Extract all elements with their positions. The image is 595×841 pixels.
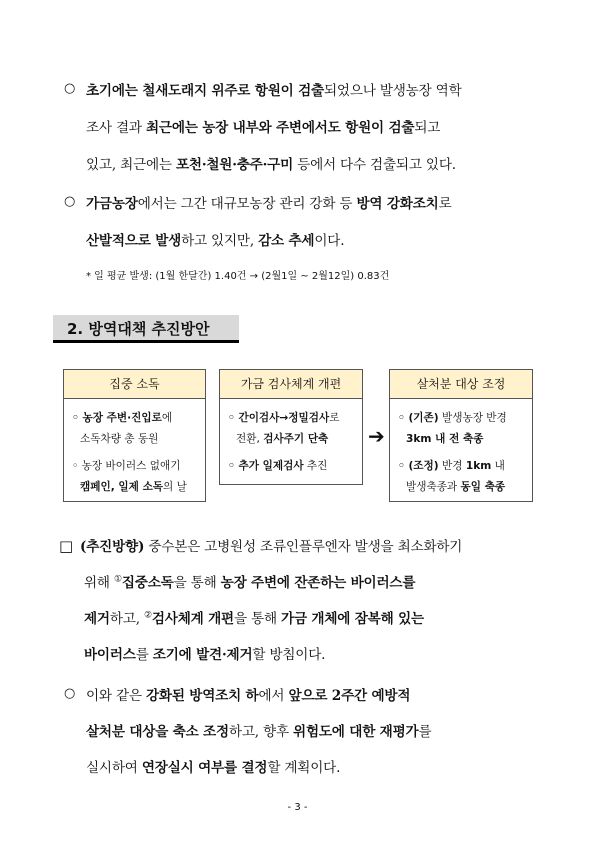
para2-bold: 산발적으로 발생 (86, 233, 182, 249)
para3-text: 을 통해 (233, 611, 282, 627)
box-text: 로 (329, 412, 340, 424)
box-bold: 1km (465, 460, 492, 472)
box-bold: 검사주기 단축 (263, 433, 329, 445)
box-culling-header: 살처분 대상 조정 (390, 370, 532, 399)
box-bold: ◦ (기존) (398, 412, 439, 424)
para3-text: 할 방침이다. (252, 647, 326, 663)
box-disinfection-item1 (72, 410, 172, 425)
box-bold: ◦ 추가 일제검사 (228, 460, 304, 472)
para4-bold: 연장실시 여부를 결정 (141, 760, 268, 776)
box-bold: ◦ 간이검사→정밀검사 (228, 412, 330, 424)
para1-line2 (86, 116, 440, 136)
section-title-text: 2. 방역대책 추진방안 (67, 320, 210, 338)
para1-line1 (86, 79, 462, 99)
box-disinfection (63, 369, 206, 502)
para3-bold: (추진방향) (80, 539, 145, 555)
circle-bullet-icon: ○ (64, 686, 76, 701)
box-culling-item2-cont (406, 479, 505, 494)
box-bold: ◦ (조정) (398, 460, 439, 472)
box-text: 내 (491, 460, 505, 472)
circle-bullet-icon: ○ (64, 194, 76, 209)
para4-text: 에서 (258, 688, 289, 704)
box-bold: 캠페인, 일제 소독 (80, 481, 164, 493)
box-bold: 동일 축종 (460, 481, 506, 493)
para4-line3 (86, 756, 340, 776)
para2-bold: 가금농장 (86, 196, 138, 212)
para4-text: 실시하여 (86, 760, 142, 776)
para4-bold: 강화된 방역조치 하 (145, 688, 259, 704)
box-text: 반경 (438, 460, 466, 472)
box-inspection-item1 (228, 410, 339, 425)
para3-line4 (84, 643, 325, 663)
box-text: 발생축종과 (406, 481, 461, 493)
para4-text: 이와 같은 (86, 688, 146, 704)
footnote: * 일 평균 발생: (1월 한달간) 1.40건 → (2월1일 ~ 2월12일) 0.83건 (86, 271, 390, 282)
para4-bold: 살처분 대상을 축소 조정 (86, 724, 229, 740)
box-disinfection-header: 집중 소독 (64, 370, 205, 399)
para3-text: 을 통해 (173, 575, 221, 591)
para4-text: 할 계획이다. (267, 760, 341, 776)
para3-bold: 바이러스 (84, 647, 136, 663)
para3-bold: 집중소독 (121, 575, 174, 591)
box-culling (389, 369, 533, 502)
box-text: 추진 (303, 460, 328, 472)
box-inspection-item2 (228, 458, 327, 473)
para1-bold: 초기에는 철새도래지 위주로 항원이 검출 (86, 83, 324, 99)
section-title (53, 315, 239, 343)
circle-bullet-icon: ○ (64, 81, 76, 96)
para3-bold: 제거 (84, 611, 110, 627)
para3-line1 (80, 535, 462, 555)
para1-bold: 포천·철원·충주·구미 (175, 157, 294, 173)
para3-line3 (84, 607, 424, 627)
box-culling-item2 (398, 458, 505, 473)
para3-text: 위해 (84, 575, 114, 591)
circled-two: ② (143, 610, 152, 621)
para1-line3 (86, 153, 456, 173)
para2-text: 이다. (314, 233, 345, 249)
box-text: 전환, (236, 433, 264, 445)
page-number: - 3 - (287, 802, 308, 813)
para1-text: 되었으나 발생농장 역학 (323, 83, 462, 99)
para3-bold: 농장 주변에 잔존하는 바이러스를 (220, 575, 416, 591)
box-disinfection-item1-cont: 소독차량 총 동원 (80, 433, 159, 445)
circled-one: ① (113, 574, 122, 585)
para1-text: 등에서 다수 검출되고 있다. (293, 157, 456, 173)
box-inspection (219, 369, 363, 485)
para4-text: 하고, 향후 (228, 724, 294, 740)
box-text: 발생농장 반경 (438, 412, 507, 424)
para2-bold: 방역 강화조치 (356, 196, 439, 212)
para1-text: 있고, 최근에는 (86, 157, 176, 173)
para2-text: 하고 있지만, (181, 233, 259, 249)
para1-bold: 최근에는 농장 내부와 주변에서도 항원이 검출 (145, 120, 415, 136)
para2-line1 (86, 192, 452, 212)
para1-text: 조사 결과 (86, 120, 146, 136)
box-text: 에 (161, 412, 173, 424)
para3-bold: 조기에 발견·제거 (152, 647, 253, 663)
para1-text: 되고 (414, 120, 441, 136)
para3-text: 중수본은 고병원성 조류인플루엔자 발생을 최소화하기 (144, 539, 463, 555)
box-disinfection-item2-cont (80, 479, 187, 494)
box-inspection-header: 가금 검사체계 개편 (220, 370, 362, 399)
para2-bold: 감소 추세 (258, 233, 315, 249)
para2-line2 (86, 229, 344, 249)
box-culling-item1 (398, 410, 507, 425)
para4-text: 를 (418, 724, 432, 740)
para3-line2 (84, 571, 415, 591)
para4-bold: 위험도에 대한 재평가 (293, 724, 419, 740)
box-text: 의 날 (163, 481, 187, 493)
box-culling-item1-cont (406, 431, 483, 446)
para4-line1 (86, 684, 410, 704)
para3-text: 를 (135, 647, 153, 663)
para4-bold: 앞으로 2주간 예방적 (288, 688, 411, 704)
para2-text: 로 (438, 196, 452, 212)
box-bold: ◦ 농장 주변·진입로 (72, 412, 162, 424)
para3-bold: 가금 개체에 잠복해 있는 (281, 611, 424, 627)
box-bold: 3km 내 전 축종 (406, 433, 484, 445)
para3-bold: 검사체계 개편 (151, 611, 234, 627)
square-bullet-icon: □ (59, 537, 74, 555)
box-inspection-item1-cont (236, 431, 328, 446)
para4-line2 (86, 720, 431, 740)
box-disinfection-item2: ◦ 농장 바이러스 없애기 (72, 460, 181, 472)
arrow-right-icon: ➔ (368, 424, 385, 448)
para2-text: 에서는 그간 대규모농장 관리 강화 등 (137, 196, 357, 212)
para3-text: 하고, (109, 611, 144, 627)
